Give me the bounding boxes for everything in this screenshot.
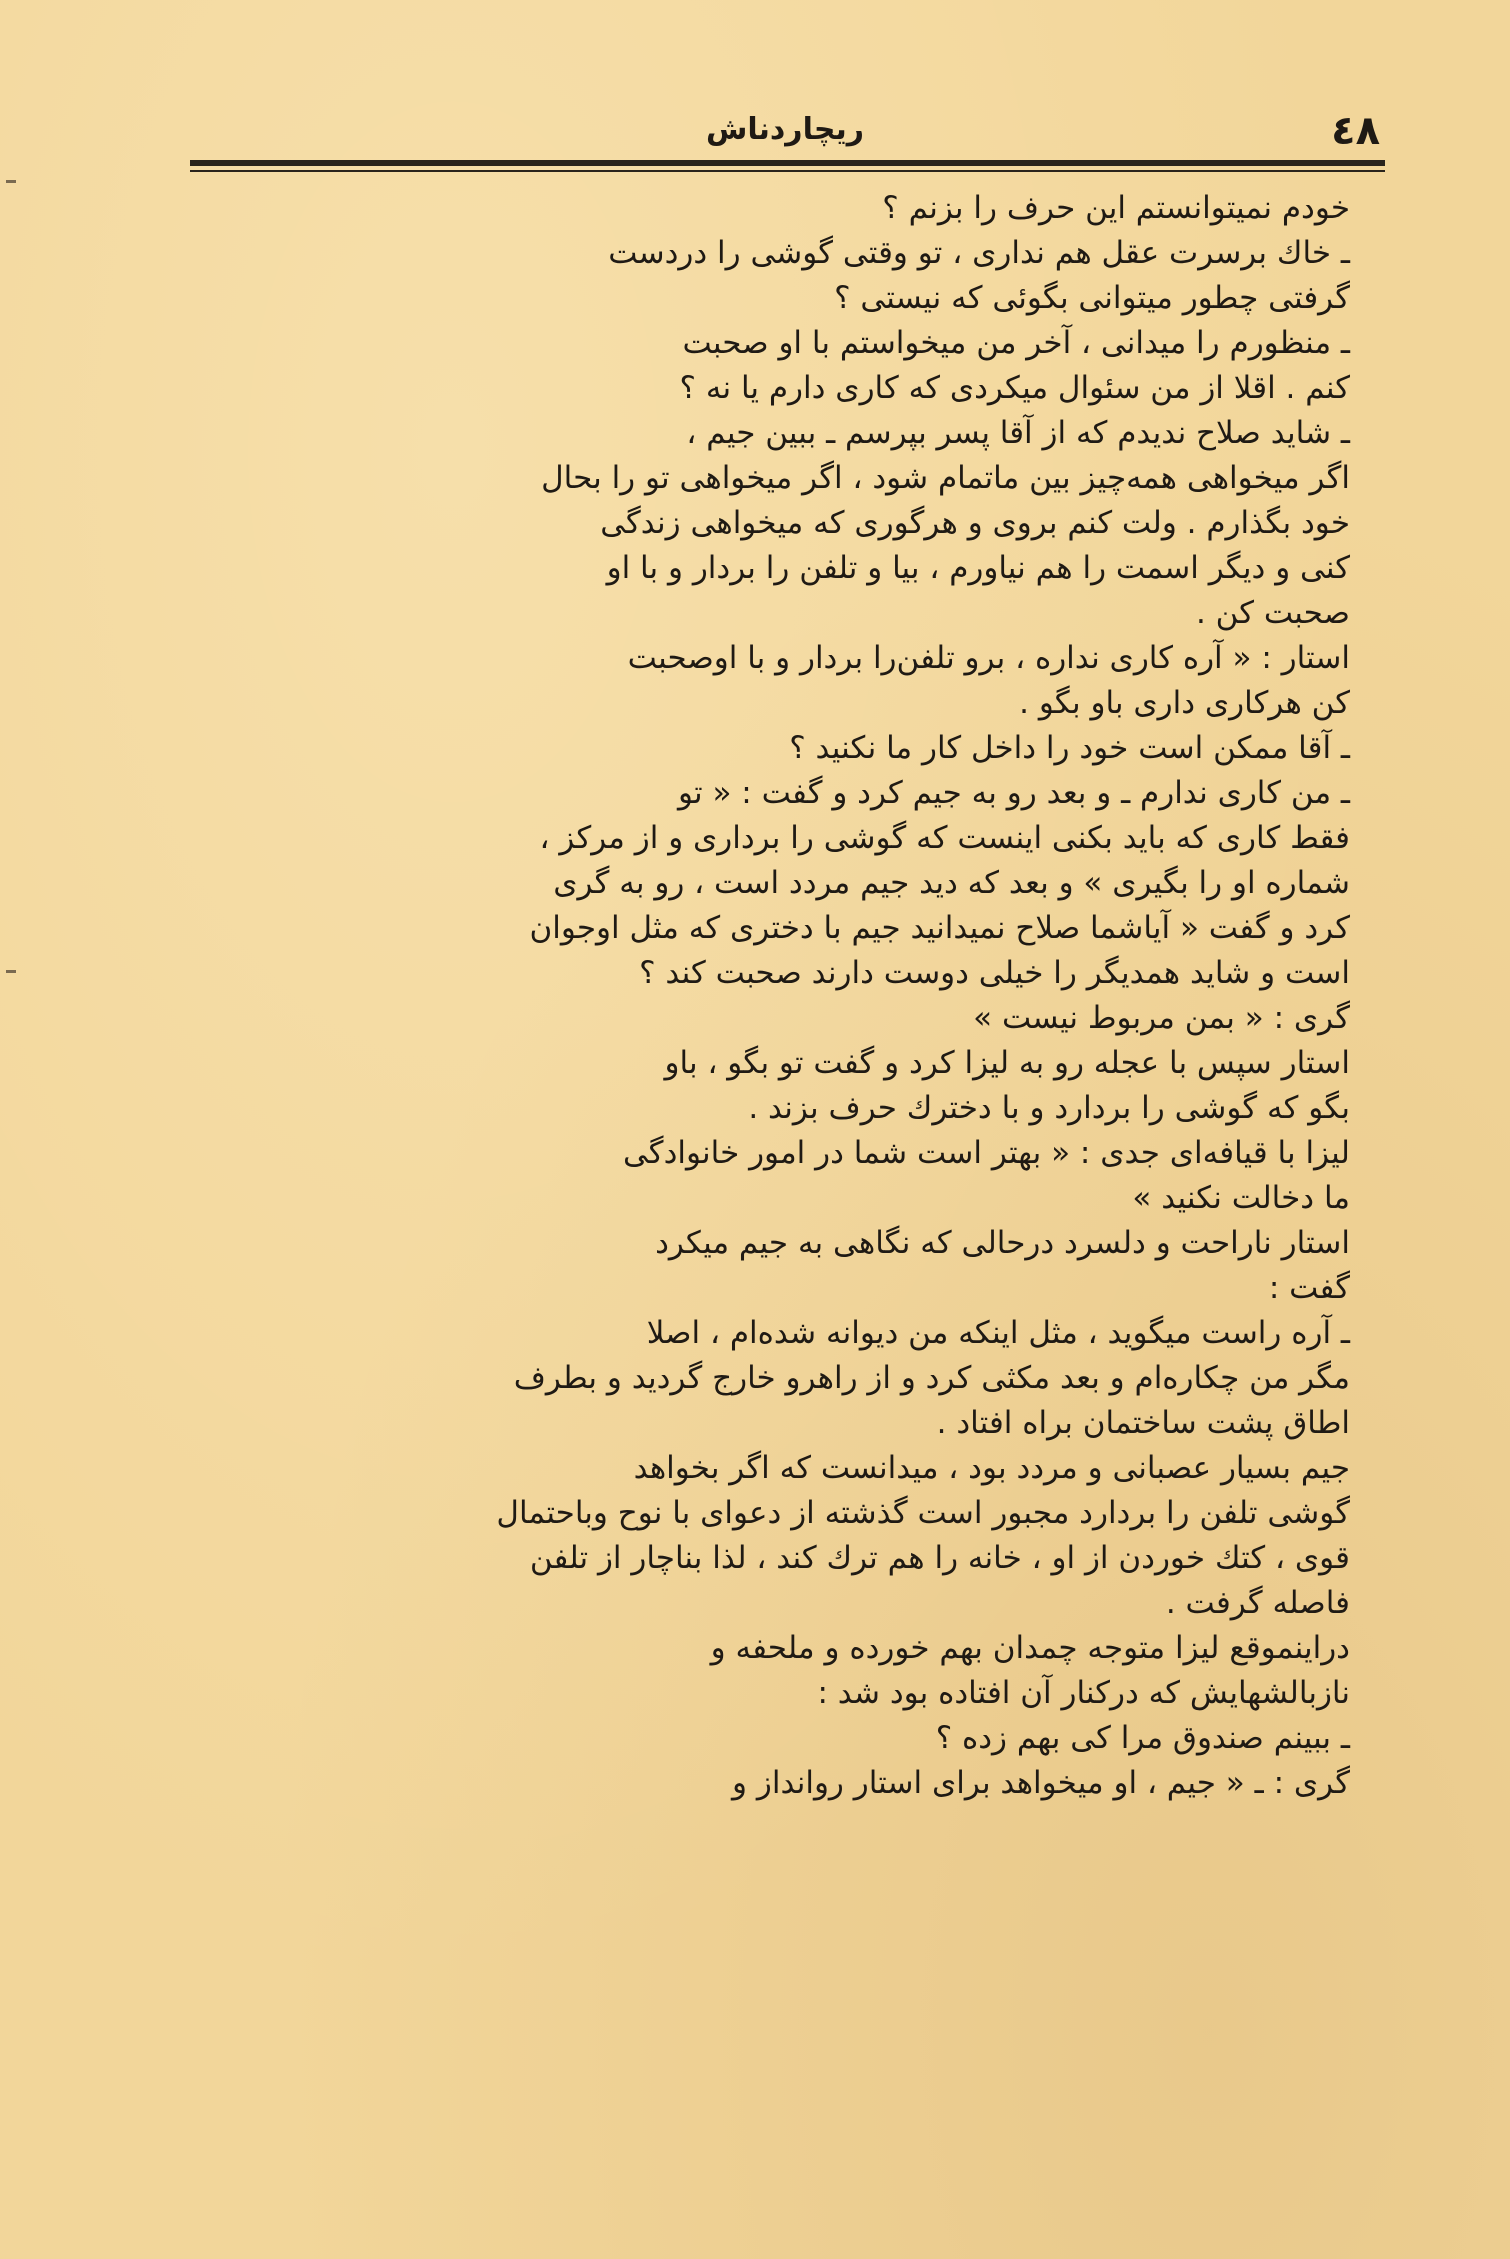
- text-line: كرد و گفت « آياشما صلاح نميدانيد جيم با دخترى كه مثل اوجوان: [529, 910, 1350, 946]
- text-line: گرفتى چطور ميتوانى بگوئى كه نيستى ؟: [834, 280, 1350, 316]
- text-line: ـ آره راست ميگويد ، مثل اينكه من ديوانه شده‌ام ، اصلا: [646, 1315, 1350, 1351]
- text-line: ـ آقا ممكن است خود را داخل كار ما نكنيد ؟: [789, 730, 1350, 766]
- text-line: جيم بسيار عصبانى و مردد بود ، ميدانست كه اگر بخواهد: [633, 1450, 1350, 1486]
- text-line: مگر من چكاره‌ام و بعد مكثى كرد و از راهرو خارج گرديد و بطرف: [513, 1360, 1350, 1396]
- text-line: ما دخالت نكنيد »: [1132, 1180, 1350, 1216]
- text-line: ـ شايد صلاح نديدم كه از آقا پسر بپرسم ـ ببين جيم ،: [686, 415, 1350, 451]
- header-rule-thin: [190, 170, 1385, 172]
- text-line: گوشى تلفن را بردارد مجبور است گذشته از دعواى با نوح وباحتمال: [496, 1495, 1350, 1531]
- text-line: شماره او را بگيرى » و بعد كه ديد جيم مردد است ، رو به گرى: [553, 865, 1350, 901]
- text-line: بگو كه گوشى را بردارد و با دخترك حرف بزند .: [748, 1090, 1350, 1126]
- running-title: ريچاردناش: [705, 112, 864, 147]
- text-line: كنم . اقلا از من سئوال ميكردى كه كارى دارم يا نه ؟: [679, 370, 1350, 406]
- text-line: استار : « آره كارى نداره ، برو تلفن‌را بردار و با اوصحبت: [627, 640, 1350, 676]
- text-line: خود بگذارم . ولت كنم بروى و هرگورى كه ميخواهى زندگى: [600, 505, 1350, 541]
- text-line: خودم نميتوانستم اين حرف را بزنم ؟: [882, 190, 1350, 226]
- text-line: فقط كارى كه بايد بكنى اينست كه گوشى را بردارى و از مركز ،: [539, 820, 1350, 856]
- text-line: ـ خاك برسرت عقل هم ندارى ، تو وقتى گوشى را دردست: [608, 235, 1350, 271]
- text-line: استار ناراحت و دلسرد درحالى كه نگاهى به جيم ميكرد: [655, 1225, 1350, 1261]
- text-line: ـ منظورم را ميدانى ، آخر من ميخواستم با او صحبت: [682, 325, 1350, 361]
- text-line: نازبالشهايش كه دركنار آن افتاده بود شد :: [817, 1675, 1350, 1711]
- text-line: اطاق پشت ساختمان براه افتاد .: [936, 1405, 1350, 1441]
- text-line: ليزا با قيافه‌اى جدى : « بهتر است شما در امور خانوادگى: [622, 1135, 1350, 1171]
- text-line: ـ ببينم صندوق مرا كى بهم زده ؟: [935, 1720, 1350, 1756]
- page-edge-mark: [6, 180, 16, 183]
- header-rule-thick: [190, 160, 1385, 166]
- text-line: گرى : « بمن مربوط نيست »: [973, 1000, 1350, 1036]
- page-edge-mark: [6, 970, 16, 973]
- text-line: فاصله گرفت .: [1165, 1585, 1350, 1621]
- text-line: كن هركارى دارى باو بگو .: [1019, 685, 1350, 721]
- text-line: گفت :: [1268, 1270, 1350, 1306]
- text-line: قوى ، كتك خوردن از او ، خانه را هم ترك كند ، لذا بناچار از تلفن: [529, 1540, 1350, 1576]
- text-line: است و شايد همديگر را خيلى دوست دارند صحبت كند ؟: [639, 955, 1350, 991]
- text-line: كنى و ديگر اسمت را هم نياورم ، بيا و تلفن را بردار و با او: [606, 550, 1350, 586]
- text-line: ـ من كارى ندارم ـ و بعد رو به جيم كرد و گفت : « تو: [677, 775, 1350, 811]
- text-line: اگر ميخواهى همه‌چيز بين ماتمام شود ، اگر ميخواهى تو را بحال: [541, 460, 1350, 496]
- text-line: صحبت كن .: [1195, 595, 1350, 631]
- page-header: [190, 108, 1380, 158]
- body-text: [170, 186, 1350, 1806]
- page-number: ٤٨: [1331, 108, 1380, 154]
- text-line: درا‌ينموقع ليزا متوجه چمدان بهم خورده و ملحفه و: [710, 1630, 1350, 1666]
- text-line: استار سپس با عجله رو به ليزا كرد و گفت تو بگو ، باو: [664, 1045, 1350, 1081]
- text-line: گرى : ـ « جيم ، او ميخواهد براى استار رو‌انداز و: [732, 1765, 1350, 1801]
